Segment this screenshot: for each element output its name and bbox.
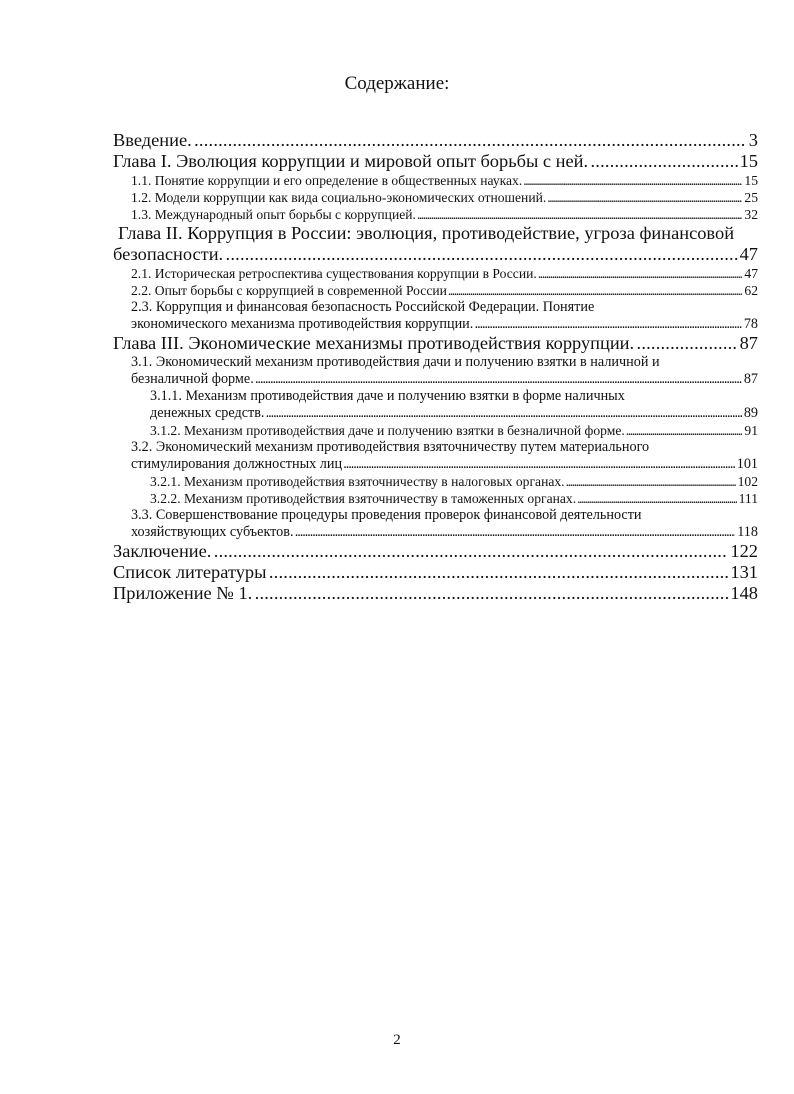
leader-dots: [294, 524, 758, 540]
toc-page-number: 131: [730, 562, 758, 582]
toc-page-number: 15: [739, 151, 758, 171]
toc-entry-label: 3.1. Экономический механизм противодействия дачи и получению взятки в наличной и: [131, 354, 660, 370]
toc-entry-3-2-2[interactable]: [113, 490, 758, 507]
toc-entry-label: 2.1. Историческая ретроспектива существования коррупции в России.: [131, 266, 537, 281]
toc-entry-1-1[interactable]: [113, 172, 758, 189]
toc-entry-conclusion[interactable]: [113, 541, 758, 562]
toc-entry-label: безналичной форме.: [131, 371, 254, 387]
toc-page-number: 122: [730, 541, 758, 561]
toc-entry-chapter-2-line1[interactable]: [113, 223, 758, 244]
toc-page-number: 15: [744, 173, 758, 188]
toc-entry-label: 3.3. Совершенствование процедуры проведения проверок финансовой деятельности: [131, 507, 642, 523]
toc-entry-label: Введение.: [113, 130, 192, 150]
toc-entry-label: Приложение № 1.: [113, 583, 253, 603]
toc-entry-label: 3.2.2. Механизм противодействия взяточничеству в таможенных органах.: [150, 491, 577, 506]
toc-entry-bibliography[interactable]: [113, 562, 758, 583]
toc-entry-3-2-1[interactable]: [113, 473, 758, 490]
toc-entry-label: 3.1.1. Механизм противодействия даче и получению взятки в форме наличных: [150, 388, 625, 404]
toc-entry-label: 2.3. Коррупция и финансовая безопасность Российской Федерации. Понятие: [131, 299, 595, 315]
toc-entry-3-1-2[interactable]: [113, 422, 758, 439]
table-of-contents: [113, 130, 758, 604]
toc-page-number: 78: [743, 316, 758, 332]
toc-page-number: 47: [739, 244, 758, 264]
toc-entry-chapter-2-line2[interactable]: [113, 244, 758, 265]
leader-dots: [416, 207, 758, 222]
toc-entry-label: 2.2. Опыт борьбы с коррупцией в современной России: [131, 283, 447, 298]
leader-dots: [254, 371, 758, 387]
toc-page-number: 87: [739, 333, 758, 353]
toc-entry-introduction[interactable]: [113, 130, 758, 151]
leader-dots: [522, 173, 758, 188]
toc-entry-chapter-3[interactable]: [113, 333, 758, 354]
toc-entry-label: 3.2.1. Механизм противодействия взяточничеству в налоговых органах.: [150, 474, 565, 489]
leader-dots: [576, 491, 758, 506]
toc-entry-2-3-line1[interactable]: [113, 299, 758, 316]
leader-dots: [546, 190, 758, 205]
toc-page-number: 91: [744, 423, 758, 438]
leader-dots: [473, 316, 758, 332]
toc-page-number: 111: [738, 491, 758, 506]
toc-entry-3-1-1-line1[interactable]: [113, 388, 758, 405]
leader-dots: [252, 583, 758, 603]
toc-entry-3-1-1-line2[interactable]: [113, 405, 758, 422]
toc-entry-label: денежных средств.: [150, 405, 265, 421]
leader-dots: [192, 130, 758, 150]
toc-entry-appendix-1[interactable]: [113, 583, 758, 604]
toc-entry-label: Заключение.: [113, 541, 212, 561]
toc-entry-chapter-1[interactable]: [113, 151, 758, 172]
toc-entry-2-1[interactable]: [113, 265, 758, 282]
toc-entry-label: Глава III. Экономические механизмы противодействия коррупции.: [113, 333, 635, 353]
toc-entry-label: экономического механизма противодействия коррупции.: [131, 316, 474, 332]
leader-dots: [447, 283, 758, 298]
toc-entry-label: 3.1.2. Механизм противодействия даче и получению взятки в безналичной форме.: [150, 423, 625, 438]
toc-entry-3-1-line2[interactable]: [113, 371, 758, 388]
toc-entry-label: 3.2. Экономический механизм противодействия взяточничеству путем материального: [131, 439, 650, 455]
toc-entry-3-3-line1[interactable]: [113, 507, 758, 524]
leader-dots: [537, 266, 758, 281]
leader-dots: [266, 562, 758, 582]
toc-page-number: 102: [737, 474, 758, 489]
leader-dots: [565, 474, 758, 489]
toc-page-number: 101: [736, 456, 758, 472]
leader-dots: [264, 405, 758, 421]
page-number: 2: [393, 1032, 401, 1048]
toc-page-number: 87: [743, 371, 758, 387]
toc-entry-label: Глава II. Коррупция в России: эволюция, противодействие, угроза финансовой: [118, 223, 735, 243]
toc-entry-label: безопасности.: [113, 244, 224, 264]
toc-page-number: 89: [743, 405, 758, 421]
toc-page-number: 148: [730, 583, 758, 603]
leader-dots: [211, 541, 758, 561]
toc-page-number: 47: [744, 266, 758, 281]
toc-entry-label: 1.3. Международный опыт борьбы с коррупцией.: [131, 207, 416, 222]
toc-entry-1-3[interactable]: [113, 206, 758, 223]
toc-entry-3-2-line1[interactable]: [113, 439, 758, 456]
toc-entry-label: 1.1. Понятие коррупции и его определение в общественных науках.: [131, 173, 523, 188]
toc-page-number: 25: [744, 190, 758, 205]
toc-entry-label: 1.2. Модели коррупции как вида социально-экономических отношений.: [131, 190, 547, 205]
leader-dots: [588, 151, 758, 171]
toc-page-number: 3: [748, 130, 758, 150]
leader-dots: [223, 244, 758, 264]
toc-entry-label: хозяйствующих субъектов.: [131, 524, 294, 540]
toc-entry-label: стимулирования должностных лиц: [131, 456, 343, 472]
toc-entry-2-2[interactable]: [113, 282, 758, 299]
toc-entry-label: Список литературы: [113, 562, 267, 582]
toc-page-number: 62: [744, 283, 758, 298]
toc-entry-3-3-line2[interactable]: [113, 524, 758, 541]
toc-entry-3-1-line1[interactable]: [113, 354, 758, 371]
toc-page-number: 32: [744, 207, 758, 222]
page-title: Содержание:: [344, 73, 450, 94]
toc-entry-2-3-line2[interactable]: [113, 316, 758, 333]
leader-dots: [342, 456, 758, 472]
toc-entry-3-2-line2[interactable]: [113, 456, 758, 473]
toc-entry-1-2[interactable]: [113, 189, 758, 206]
leader-dots: [625, 423, 758, 438]
toc-page-number: 118: [737, 524, 758, 540]
toc-entry-label: Глава I. Эволюция коррупции и мировой опыт борьбы с ней.: [113, 151, 589, 171]
